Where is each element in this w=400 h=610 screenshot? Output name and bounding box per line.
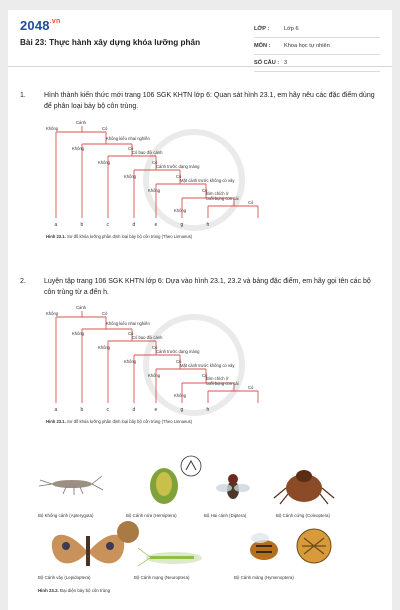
tree-label-l4: Mặt cánh trước không có vảy — [180, 363, 235, 368]
page-sheet: $2048^{.vn}$ Bài 23: Thực hành xây dựng khóa lưỡng phân LỚP : Lớp 6 MÔN : Khoa học tự nhiên SỐ CÂU : 3 1. Hình thành kiến thức mới trang 106 SGK KHTN lớp 6: Quan sát hình 23.1, em hãy nêu các đặc điểm dùng để phân loại bảy bộ côn trùng. Cánh Không Có Không kiểu nhai nghiền Không Có Có bao đôi cánh Không Có Cánh trước dạng màng Không Có Mặt cánh trước không có vảy Không Có Bìm chích ở cuối bụng con cái Không Có a b c d e g h Hình 23.1. Sơ đồ khóa lưỡng phân định loại bảy bộ côn trùng (Theo Linnaeus) 2. Luyện tập trang 106 SGK KHTN lớp 6: Dựa vào hình 23.1, 23.2 và bảng đặc điểm, em hãy gọi tên các bộ côn trùng từ a đến h. Cánh Không Có Không kiểu nhai nghiền Không Có Có bao đôi cánh Không Có Cánh trước dạng màng Không Có Mặt cánh trước không có vảy Không Có Bìm chích ở cuối bụng con cái Không Có a b c d e g h Hình 23.1. Sơ đồ khóa lưỡng phân định loại bảy bộ côn trùng (Theo Linnaeus) Bộ Không cánh (Apterygota) Bộ Cánh nửa (Hemiptera) Bộ Hai cánh (Diptera) Bộ Cánh cứng (Coleoptera) Bộ Cánh vảy (Lepidoptera) Bộ Cánh mạng (Neuroptera) Bộ Cánh màng (Hymenoptera) Hình 23.2. Đại diện bảy bộ côn trùng — [8, 10, 392, 610]
tree-label-co: Có — [102, 311, 108, 316]
tree-leaf-letter: e — [154, 407, 158, 413]
tree-label-l3: Cánh trước dạng màng — [156, 349, 200, 354]
tree-label-khong: Không — [98, 160, 111, 165]
label-neuroptera: Bộ Cánh mạng (Neuroptera) — [134, 575, 190, 580]
tree-label-co: Có — [248, 200, 254, 205]
tree-label-l1: Không kiểu nhai nghiền — [106, 321, 150, 326]
tree-label-l5b: cuối bụng con cái — [206, 381, 239, 386]
label-diptera: Bộ Hai cánh (Diptera) — [204, 513, 247, 518]
lesson-meta — [254, 21, 380, 72]
tree-leaf-letter: d — [132, 407, 136, 413]
tree-label-canh: Cánh — [76, 305, 87, 310]
tree-caption: Hình 23.1. Sơ đồ khóa lưỡng phân định loại bảy bộ côn trùng (Theo Linnaeus) — [46, 234, 193, 239]
header-divider — [8, 66, 392, 67]
tree-leaf-letter: e — [154, 222, 158, 228]
dichotomous-key-figure-1 — [44, 118, 274, 253]
tree-svg — [44, 118, 274, 253]
beetle-image — [270, 462, 340, 508]
tree-label-co: Có — [202, 188, 208, 193]
dichotomous-key-figure-2 — [44, 303, 274, 438]
tree-label-l5a: Bìm chích ở — [206, 191, 229, 196]
tree-label-co: Có — [128, 331, 134, 336]
meta-row-class: LỚP : Lớp 6 — [254, 21, 380, 38]
tree-leaf-letter: d — [132, 222, 136, 228]
tree-label-khong: Không — [98, 345, 111, 350]
tree-label-khong: Không — [72, 146, 85, 151]
tree-label-canh: Cánh — [76, 120, 87, 125]
tree-leaf-letter: b — [80, 222, 84, 228]
tree-label-khong: Không — [124, 174, 137, 179]
tree-leaf-letter: h — [206, 407, 210, 413]
tree-leaf-letter: g — [180, 222, 184, 228]
fly-image — [213, 466, 253, 506]
tree-label-co: Có — [248, 385, 254, 390]
tree-label-co: Có — [176, 174, 182, 179]
tree-caption: Hình 23.1. Sơ đồ khóa lưỡng phân định loại bảy bộ côn trùng (Theo Linnaeus) — [46, 419, 193, 424]
tree-label-khong: Không — [124, 359, 137, 364]
tree-leaf-letter: c — [106, 407, 109, 413]
butterfly-image — [46, 520, 146, 578]
tree-label-co: Có — [152, 160, 158, 165]
tree-label-l1: Không kiểu nhai nghiền — [106, 136, 150, 141]
tree-label-l2: Có bao đôi cánh — [132, 335, 163, 340]
tree-label-l4: Mặt cánh trước không có vảy — [180, 178, 235, 183]
tree-label-co: Có — [102, 126, 108, 131]
silverfish-image — [36, 462, 106, 502]
tree-label-khong: Không — [46, 126, 59, 131]
tree-svg — [44, 303, 274, 438]
label-coleoptera: Bộ Cánh cứng (Coleoptera) — [276, 513, 330, 518]
tree-label-co: Có — [152, 345, 158, 350]
lacewing-image — [136, 538, 216, 574]
meta-row-count: SỐ CÂU : 3 — [254, 55, 380, 72]
label-hymenoptera: Bộ Cánh màng (Hymenoptera) — [234, 575, 294, 580]
tree-leaf-letter: a — [54, 222, 58, 228]
tree-label-l5b: cuối bụng con cái — [206, 196, 239, 201]
shield-bug-image — [138, 454, 208, 512]
label-lepidoptera: Bộ Cánh vảy (Lepidoptera) — [38, 575, 91, 580]
site-logo[interactable]: $2048^{.vn}$ — [20, 18, 61, 33]
tree-label-co: Có — [202, 373, 208, 378]
label-apterygota: Bộ Không cánh (Apterygota) — [38, 513, 94, 518]
tree-leaf-letter: h — [206, 222, 210, 228]
label-hemiptera: Bộ Cánh nửa (Hemiptera) — [126, 513, 177, 518]
lesson-title: Bài 23: Thực hành xây dựng khóa lưỡng phân — [20, 38, 201, 47]
tree-label-khong: Không — [148, 373, 161, 378]
tree-label-khong: Không — [72, 331, 85, 336]
tree-label-khong: Không — [46, 311, 59, 316]
tree-label-l5a: Bìm chích ở — [206, 376, 229, 381]
bee-image — [238, 524, 338, 570]
tree-leaf-letter: c — [106, 222, 109, 228]
tree-label-khong: Không — [174, 393, 187, 398]
meta-row-subject: MÔN : Khoa học tự nhiên — [254, 38, 380, 55]
tree-label-khong: Không — [174, 208, 187, 213]
tree-label-co: Có — [128, 146, 134, 151]
tree-leaf-letter: g — [180, 407, 184, 413]
tree-leaf-letter: a — [54, 407, 58, 413]
tree-label-l3: Cánh trước dạng màng — [156, 164, 200, 169]
tree-label-khong: Không — [148, 188, 161, 193]
tree-label-l2: Có bao đôi cánh — [132, 150, 163, 155]
figure-23-2-caption: Hình 23.2. Đại diện bảy bộ côn trùng — [38, 588, 111, 593]
tree-label-co: Có — [176, 359, 182, 364]
tree-leaf-letter: b — [80, 407, 84, 413]
